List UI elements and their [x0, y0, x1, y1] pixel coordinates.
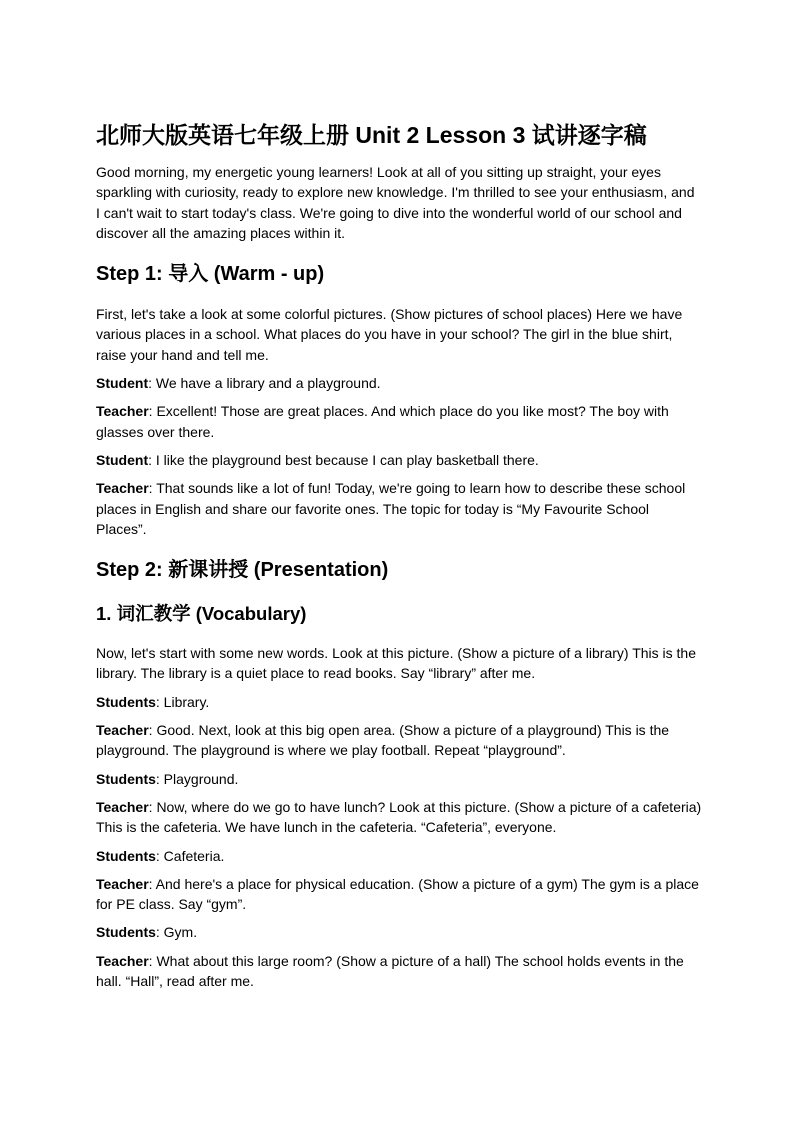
vocabulary-paragraph: Now, let's start with some new words. Look at this picture. (Show a picture of a library) This is the library. The library is a quiet place to read books. Say “library” after me. — [96, 645, 696, 682]
step1-heading: Step 1: 导入 (Warm - up) — [96, 263, 325, 286]
dialogue-line — [96, 769, 702, 789]
dialogue-line — [96, 450, 702, 470]
speaker-name: Teacher — [96, 403, 149, 420]
document-page — [96, 118, 702, 999]
step2-heading: Step 2: 新课讲授 (Presentation) — [96, 559, 389, 582]
dialogue-line — [96, 478, 702, 539]
speaker-name: Students — [96, 693, 156, 710]
dialogue-line — [96, 951, 702, 992]
speaker-name: Student — [96, 451, 149, 468]
dialogue-line — [96, 874, 702, 915]
dialogue-text: : That sounds like a lot of fun! Today, we're going to learn how to describe these school places in English and share our favorite ones. The topic for today is “My Favourite School Places”. — [96, 480, 686, 537]
step1-paragraph: First, let's take a look at some colorful pictures. (Show pictures of school places) Here we have various places in a school. What places do you have in your school? The girl in the blue shirt, raise your hand and tell me. — [96, 306, 683, 363]
dialogue-text: : Playground. — [155, 770, 239, 787]
dialogue-line — [96, 401, 702, 442]
dialogue-line — [96, 922, 702, 942]
speaker-name: Students — [96, 770, 156, 787]
speaker-name: Students — [96, 847, 156, 864]
dialogue-line — [96, 797, 702, 838]
dialogue-text: : Good. Next, look at this big open area. (Show a picture of a playground) This is the playground. The playground is where we play football. Repeat “playground”. — [96, 722, 670, 759]
dialogue-text: : Library. — [155, 693, 210, 710]
dialogue-line — [96, 720, 702, 761]
dialogue-line — [96, 373, 702, 393]
dialogue-text: : What about this large room? (Show a picture of a hall) The school holds events in the hall. “Hall”, read after me. — [96, 952, 684, 990]
speaker-name: Teacher — [96, 722, 149, 739]
speaker-name: Student — [96, 375, 149, 392]
speaker-name: Teacher — [96, 480, 149, 497]
dialogue-text: : Gym. — [155, 924, 198, 941]
dialogue-line — [96, 692, 702, 712]
vocabulary-heading: 1. 词汇教学 (Vocabulary) — [96, 603, 307, 625]
dialogue-text: : Cafeteria. — [155, 847, 225, 864]
dialogue-text: : Excellent! Those are great places. And which place do you like most? The boy with glasses over there. — [96, 403, 669, 440]
dialogue-text: : Now, where do we go to have lunch? Look at this picture. (Show a picture of a cafeteria) This is the cafeteria. We have lunch in the cafeteria. “Cafeteria”, everyone. — [96, 798, 702, 836]
dialogue-text: : And here's a place for physical education. (Show a picture of a gym) The gym is a place for PE class. Say “gym”. — [96, 875, 699, 913]
dialogue-text: : We have a library and a playground. — [148, 375, 381, 392]
speaker-name: Teacher — [96, 798, 149, 815]
dialogue-line — [96, 846, 702, 866]
speaker-name: Teacher — [96, 875, 149, 892]
speaker-name: Students — [96, 924, 156, 941]
document-title: 北师大版英语七年级上册 Unit 2 Lesson 3 试讲逐字稿 — [96, 122, 647, 148]
intro-paragraph: Good morning, my energetic young learners! Look at all of you sitting up straight, your eyes sparkling with curiosity, ready to explore new knowledge. I'm thrilled to see your enthusiasm, and I can't wait to start today's class. We're going to dive into the wonderful world of our school and discover all the amazing places within it. — [96, 164, 695, 241]
speaker-name: Teacher — [96, 952, 149, 969]
dialogue-text: : I like the playground best because I can play basketball there. — [148, 451, 539, 468]
